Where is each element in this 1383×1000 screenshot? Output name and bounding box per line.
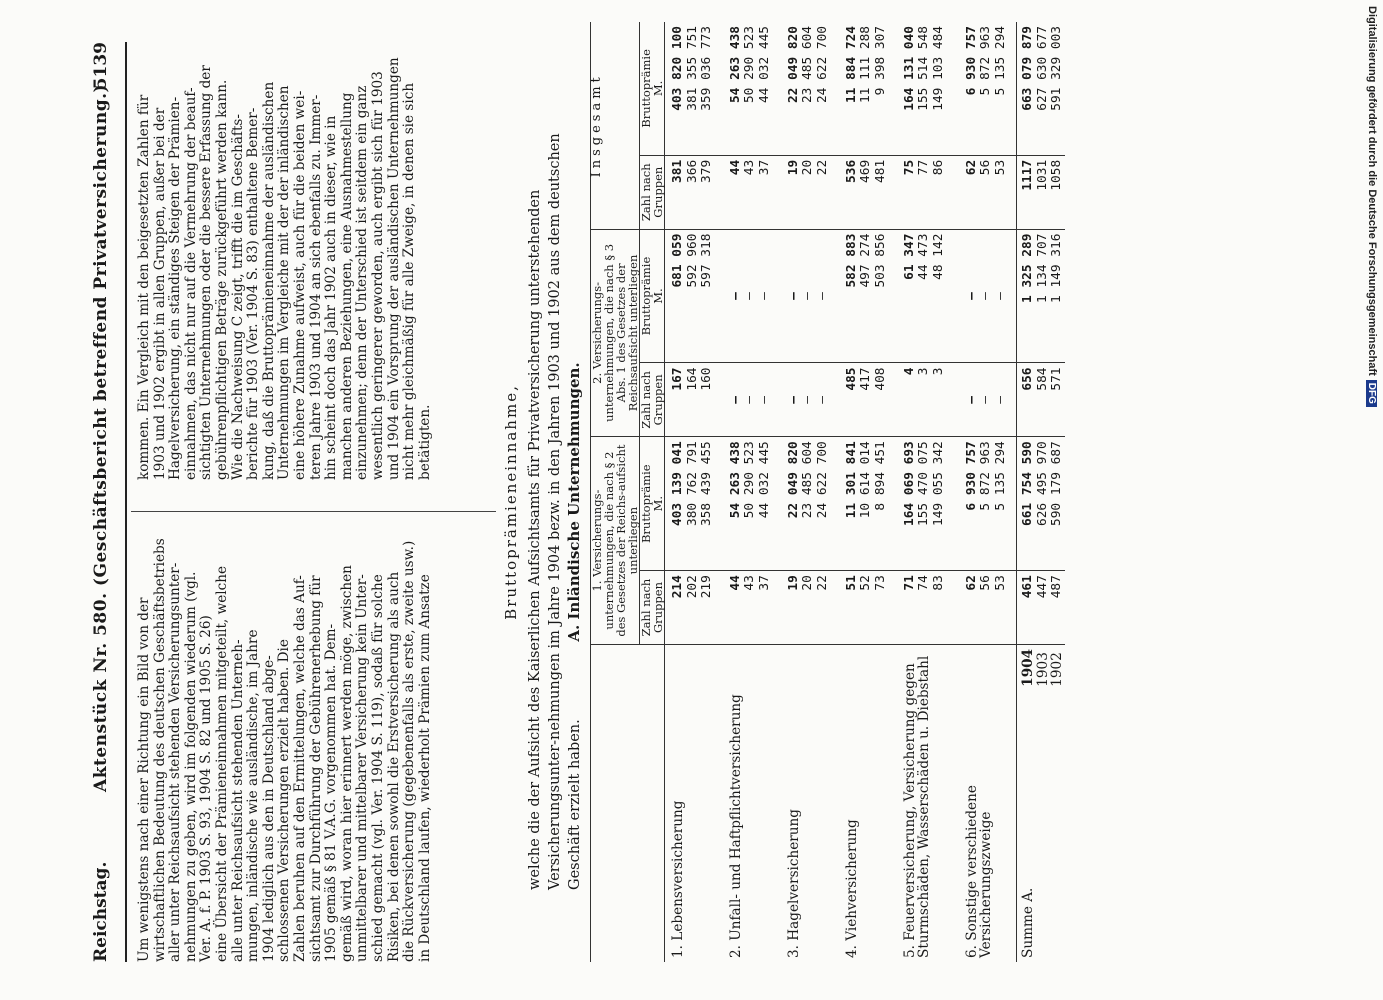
premium-value: 24 622 700: [814, 441, 830, 519]
text-line: gebührenpflichtigen Beträge zurückgeführt werden kann.: [213, 79, 230, 480]
count-value: 417: [858, 367, 873, 391]
text-line: die Rückversicherung (gegebenenfalls als erste, zweite usw.): [401, 540, 418, 962]
count-value: 37: [756, 575, 772, 591]
premium-value: —: [742, 292, 757, 300]
count-value: 202: [684, 575, 700, 599]
premium-cell: [959, 437, 1017, 571]
sum-label-text: Summe A.: [1020, 887, 1036, 958]
sum-premium-value: 661 754 590: [1020, 441, 1035, 526]
sum-year: 1903: [1034, 652, 1051, 687]
text-line: schlossenen Versicherungen erzielt haben. Die: [276, 639, 293, 962]
count-value: 53: [992, 159, 1008, 176]
premium-value: 44 032 445: [756, 26, 772, 104]
sum-count-cell: [1017, 363, 1065, 437]
sum-premium-value: 1 325 289: [1020, 233, 1035, 303]
premium-subheader: [640, 437, 665, 571]
count-value: 75: [901, 159, 917, 176]
premium-value: 681 059: [670, 233, 685, 288]
premium-value: 5 872 963: [978, 26, 993, 96]
sum-row: [1017, 22, 1065, 962]
text-line: kommen. Ein Vergleich mit den beigesetzten Zahlen für: [136, 94, 152, 480]
premium-value: 164 131 040: [901, 26, 917, 111]
count-cell: [959, 363, 1017, 437]
sum-count-value: 461: [1020, 575, 1035, 599]
premium-value: 22 049 820: [785, 26, 801, 104]
text-line: sichtigten Unternehmungen oder die bessere Erfassung der: [198, 65, 215, 480]
text-line: eine höhere Zunahme aufweist, auch für die beiden wei-: [291, 90, 308, 480]
premium-cell: [839, 229, 897, 363]
premium-cell: [897, 22, 959, 155]
row-label: 4. Viehversicherung: [843, 819, 860, 958]
premium-value: 11 301 841: [843, 441, 859, 519]
column-divider: [131, 511, 496, 512]
sum-premium-value: 1 149 316: [1049, 233, 1064, 303]
count-value: 485: [843, 367, 859, 391]
rotated-page-content: [85, 0, 1305, 1000]
text-line: wirtschaftlichen Bedeutung des deutschen Geschäftsbetriebs: [151, 538, 168, 962]
dfg-credit: [1348, 6, 1378, 996]
text-line: kung, daß die Bruttoprämieneinnahme der ausländischen: [260, 81, 277, 480]
premium-cell: [723, 437, 781, 571]
premium-value: 24 622 700: [814, 26, 830, 104]
premium-value: 359 036 773: [699, 26, 714, 111]
count-value: 381: [670, 159, 685, 183]
sum-count-value: 571: [1049, 367, 1064, 391]
text-line: unmittelbarer und mittelbarer Versicherung kein Unter-: [354, 574, 371, 962]
text-line: Ver. A. f. P. 1903 S. 93, 1904 S. 82 und 1905 S. 26): [198, 615, 215, 962]
premium-cell: [723, 229, 781, 363]
count-cell: [897, 155, 959, 229]
sum-premium-value: 1 134 707: [1034, 233, 1050, 303]
premium-label: Bruttoprämie: [639, 49, 653, 128]
count-value: 53: [992, 575, 1008, 591]
premium-value: 503 856: [872, 233, 888, 288]
text-line: Risiken, bei denen sowohl die Erstversicherung als auch: [385, 571, 402, 962]
text-line: Um wenigstens nach einer Richtung ein Bild von der: [136, 597, 152, 962]
count-value: 22: [814, 159, 830, 176]
premium-subheader: [640, 229, 665, 363]
sum-count-value: 447: [1034, 575, 1050, 599]
count-value: 469: [858, 159, 873, 183]
premium-cell: [839, 437, 897, 571]
premium-value: 164 069 693: [901, 441, 917, 526]
count-value: 366: [684, 159, 700, 183]
count-value: 536: [843, 159, 859, 183]
premium-value: 149 103 484: [930, 26, 946, 111]
premium-value: 54 263 438: [727, 26, 743, 104]
count-value: 214: [670, 575, 685, 599]
count-value: 62: [963, 575, 979, 591]
count-cell: [665, 155, 723, 229]
sum-count-value: 1031: [1034, 159, 1050, 191]
premium-subheader: [640, 22, 665, 155]
sum-count-value: 656: [1020, 367, 1035, 391]
premium-value: —: [756, 292, 772, 300]
text-line: und 1904 ein Vorsprung der ausländischen Unternehmungen: [385, 57, 402, 480]
premium-value: —: [785, 292, 801, 300]
premium-value: 23 485 604: [800, 441, 815, 519]
text-line: einzunehmen; denn der Unterschied ist seitdem ein ganz: [354, 85, 371, 480]
premium-cell: [781, 229, 839, 363]
text-line: Unternehmungen im Vergleiche mit der der inländischen: [276, 85, 293, 480]
count-cell: [839, 363, 897, 437]
count-value: —: [756, 396, 772, 404]
count-cell: [897, 571, 959, 645]
premium-cell: [665, 22, 723, 155]
sum-year: 1902: [1049, 652, 1065, 687]
count-cell: [665, 571, 723, 645]
count-value: —: [727, 396, 743, 404]
count-cell: [723, 571, 781, 645]
section-title: Bruttoprämieneinnahme,: [502, 384, 520, 620]
premium-table: [590, 22, 1065, 962]
text-line: 1904 lediglich aus den in Deutschland abge-: [260, 655, 277, 962]
premium-value: 9 398 307: [872, 26, 888, 96]
sum-count-value: 1058: [1049, 159, 1064, 191]
count-value: —: [814, 396, 830, 404]
premium-cell: [959, 22, 1017, 155]
count-value: 43: [742, 575, 757, 591]
group3-header: Insgesamt: [591, 22, 640, 229]
premium-cell: [897, 229, 959, 363]
count-cell: [897, 363, 959, 437]
sum-premium-cell: [1017, 229, 1065, 363]
table-row: [839, 22, 897, 962]
text-line: alle unter Reichsaufsicht stehenden Unterneh-: [229, 639, 246, 962]
premium-value: 582 883: [843, 233, 859, 288]
premium-cell: [665, 229, 723, 363]
dfg-logo: DFG: [1366, 380, 1377, 407]
text-line: in Deutschland laufen, wiederholt Prämien zum Ansatze: [416, 574, 433, 962]
premium-value: 497 274: [858, 233, 873, 288]
count-value: 19: [785, 159, 801, 176]
count-cell: [781, 571, 839, 645]
premium-value: 5 135 294: [992, 441, 1008, 511]
premium-value: 149 055 342: [930, 441, 946, 526]
count-value: 219: [699, 575, 714, 599]
text-column-left: [137, 522, 433, 962]
unit-label: M.: [651, 288, 665, 304]
count-value: —: [785, 396, 801, 404]
premium-value: 44 473: [916, 233, 931, 280]
label-header: [591, 644, 665, 962]
premium-value: 5 872 963: [978, 441, 993, 511]
table-row: [665, 22, 723, 962]
sum-premium-value: 626 495 970: [1034, 441, 1050, 526]
sum-count-value: 1117: [1020, 159, 1035, 191]
text-line: einnahmen, das nicht nur auf die Vermehrung der beauf-: [182, 87, 199, 480]
premium-cell: [781, 22, 839, 155]
count-value: 51: [843, 575, 859, 591]
premium-cell: [839, 22, 897, 155]
premium-value: 22 049 820: [785, 441, 801, 519]
text-line: aller unter Reichsaufsicht stehenden Versicherungsunter-: [167, 562, 184, 962]
premium-value: —: [992, 292, 1008, 300]
count-value: 52: [858, 575, 873, 591]
text-line: schied gemacht (vgl. Ver. 1904 S. 119), sodaß für solche: [369, 574, 386, 962]
header-left: Reichstag.: [91, 861, 111, 962]
row-label: 3. Hagelversicherung: [785, 808, 802, 958]
header-title: Aktenstück Nr. 580. (Geschäftsbericht betreffend Privatversicherung.): [91, 83, 111, 792]
count-value: 20: [800, 575, 815, 591]
count-value: 83: [930, 575, 946, 591]
count-subheader: Zahl nach Gruppen: [640, 571, 665, 645]
count-cell: [665, 363, 723, 437]
count-cell: [723, 363, 781, 437]
text-column-right: [137, 40, 433, 480]
premium-value: 381 355 751: [684, 26, 700, 111]
count-value: 56: [978, 575, 993, 591]
count-value: —: [978, 396, 993, 404]
page-header: [85, 42, 127, 962]
premium-value: 380 762 791: [684, 441, 700, 526]
count-value: 20: [800, 159, 815, 176]
count-value: 43: [742, 159, 757, 176]
count-value: 379: [699, 159, 714, 183]
premium-value: 358 439 455: [699, 441, 714, 526]
premium-cell: [897, 437, 959, 571]
premium-cell: [959, 229, 1017, 363]
premium-cell: [781, 437, 839, 571]
count-value: —: [963, 396, 979, 404]
unit-label: M.: [651, 495, 665, 512]
text-line: Zahlen beruhen auf den Ermittelungen, welche das Auf-: [291, 575, 308, 962]
premium-value: 6 930 757: [963, 26, 979, 96]
row-label: 5. Feuerversicherung, Versicherung gegen Sturmschäden, Wasserschäden u. Diebstahl: [901, 655, 932, 958]
unit-label: M.: [651, 80, 665, 97]
premium-value: 44 032 445: [756, 441, 772, 519]
count-value: 481: [872, 159, 888, 183]
count-value: 408: [872, 367, 888, 391]
count-value: 74: [916, 575, 931, 591]
count-value: 3: [930, 367, 946, 376]
row-label: 6. Sonstige verschiedene Versicherungszweige: [963, 785, 994, 958]
count-value: 164: [684, 367, 700, 391]
count-value: 56: [978, 159, 993, 176]
group2-header: 2. Versicherungs-unternehmungen, die nach § 3 Abs. 1 des Gesetzes der Reichsaufsicht unterliegen: [591, 229, 640, 437]
text-line: eine Übersicht der Prämieneinnahmen mitgeteilt, welche: [213, 565, 230, 962]
credit-text: Digitalisierung gefördert durch die Deutsche Forschungsgemeinschaft: [1366, 6, 1378, 376]
premium-value: —: [978, 292, 993, 300]
count-value: 44: [727, 575, 743, 591]
text-line: Wie die Nachweisung C zeigt, trifft die im Geschäfts-: [229, 114, 246, 480]
count-value: 19: [785, 575, 801, 591]
count-value: —: [800, 396, 815, 404]
premium-value: 11 111 288: [858, 26, 873, 104]
sum-premium-value: 590 179 687: [1049, 441, 1064, 526]
count-value: 71: [901, 575, 917, 591]
count-value: 37: [756, 159, 772, 176]
premium-value: 8 894 451: [872, 441, 888, 511]
premium-value: 50 290 523: [742, 441, 757, 519]
premium-value: 10 614 014: [858, 441, 873, 519]
premium-value: 54 263 438: [727, 441, 743, 519]
table-row: [723, 22, 781, 962]
count-value: 73: [872, 575, 888, 591]
count-value: 3: [916, 367, 931, 376]
text-line: manchen anderen Beziehungen, eine Ausnahmestellung: [338, 92, 355, 480]
count-cell: [959, 571, 1017, 645]
text-line: 1905 gemäß § 81 V.A.G. vorgenommen hat. Dem-: [323, 623, 340, 962]
sum-premium-value: 627 630 677: [1034, 26, 1050, 111]
premium-value: 155 514 548: [916, 26, 931, 111]
text-line: wesentlich geringerer geworden, auch ergibt sich für 1903: [369, 71, 386, 480]
text-line: sichtsamt zur Durchführung der Gebührenerhebung für: [307, 575, 324, 962]
count-value: 160: [699, 367, 714, 391]
intro-paragraph: welche die der Aufsicht des Kaiserlichen Aufsichtsamts für Privatversicherung unterstehenden Versicherungsunter-nehmungen im Jahre 1904 bezw. in den Jahren 1903 und 1902 aus dem deutschen Geschäft erzielt haben.: [527, 133, 583, 890]
premium-value: 5 135 294: [992, 26, 1008, 96]
count-cell: [839, 571, 897, 645]
premium-value: —: [727, 292, 743, 300]
premium-value: —: [814, 292, 830, 300]
premium-value: 6 930 757: [963, 441, 979, 511]
sum-premium-value: 591 329 003: [1049, 26, 1064, 111]
count-cell: [959, 155, 1017, 229]
premium-value: 48 142: [930, 233, 946, 280]
premium-label: Bruttoprämie: [639, 464, 653, 544]
table-row: [959, 22, 1017, 962]
text-line: mungen, inländische wie ausländische, im Jahre: [245, 629, 262, 962]
text-line: teren Jahre 1903 und 1904 an sich ebenfalls zu. Immer-: [307, 94, 324, 480]
premium-cell: [665, 437, 723, 571]
text-line: hin scheint doch das Jahr 1902 auch in dieser, wie in: [323, 115, 340, 480]
table-row: [781, 22, 839, 962]
count-value: 22: [814, 575, 830, 591]
table-row: [897, 22, 959, 962]
count-value: 86: [930, 159, 946, 176]
premium-value: 403 820 100: [670, 26, 685, 111]
text-line: nehmungen zu geben, wird im folgenden wiederum (vgl.: [182, 571, 199, 962]
count-value: —: [992, 396, 1008, 404]
sum-count-cell: [1017, 571, 1065, 645]
premium-value: 50 290 523: [742, 26, 757, 104]
count-subheader: Zahl nach Gruppen: [640, 363, 665, 437]
page-number: 5139: [91, 42, 111, 90]
group1-header: 1. Versicherungs-unternehmungen, die nach § 2 des Gesetzes der Reichs-aufsicht unterliegen: [591, 437, 640, 645]
sum-premium-value: 663 079 879: [1020, 26, 1035, 111]
sum-year: 1904: [1020, 648, 1036, 687]
count-value: 167: [670, 367, 685, 391]
premium-value: —: [963, 292, 979, 300]
sum-premium-cell: [1017, 22, 1065, 155]
row-label: 2. Unfall- und Haftpflichtversicherung: [727, 694, 744, 958]
text-line: 1903 und 1902 ergibt in allen Gruppen, außer bei der: [151, 107, 168, 480]
sum-label: [1017, 644, 1065, 962]
table-body: [665, 22, 1065, 962]
count-cell: [781, 363, 839, 437]
premium-value: 592 960: [684, 233, 700, 288]
text-line: berichte für 1903 (Ver. 1904 S. 83) enthaltene Bemer-: [245, 107, 262, 480]
text-line: Hagelversicherung, ein ständiges Steigen der Prämien-: [167, 96, 184, 480]
sum-count-value: 487: [1049, 575, 1064, 599]
premium-label: Bruttoprämie: [639, 256, 653, 336]
text-line: betätigten.: [416, 404, 433, 480]
count-cell: [723, 155, 781, 229]
sum-years: [1021, 649, 1065, 687]
premium-value: 403 139 041: [670, 441, 685, 526]
text-line: gemäß wird, woran hier erinnert werden möge, zwischen: [338, 565, 355, 962]
count-cell: [839, 155, 897, 229]
premium-value: 61 347: [901, 233, 917, 280]
premium-value: 11 884 724: [843, 26, 859, 104]
premium-value: —: [800, 292, 815, 300]
subheading: A. Inländische Unternehmungen.: [565, 362, 583, 642]
count-value: 4: [901, 367, 917, 376]
count-value: 44: [727, 159, 743, 176]
sum-count-cell: [1017, 155, 1065, 229]
premium-value: 155 470 075: [916, 441, 931, 526]
row-label: 1. Lebensversicherung: [670, 800, 686, 958]
premium-cell: [723, 22, 781, 155]
count-value: 77: [916, 159, 931, 176]
premium-value: 597 318: [699, 233, 714, 288]
count-value: 62: [963, 159, 979, 176]
text-line: nicht mehr gleichmäßig für alle Zweige, in denen sie sich: [401, 82, 418, 480]
count-cell: [781, 155, 839, 229]
premium-value: 23 485 604: [800, 26, 815, 104]
sum-premium-cell: [1017, 437, 1065, 571]
count-value: —: [742, 396, 757, 404]
count-subheader: Zahl nach Gruppen: [640, 155, 665, 229]
sum-count-value: 584: [1034, 367, 1050, 391]
